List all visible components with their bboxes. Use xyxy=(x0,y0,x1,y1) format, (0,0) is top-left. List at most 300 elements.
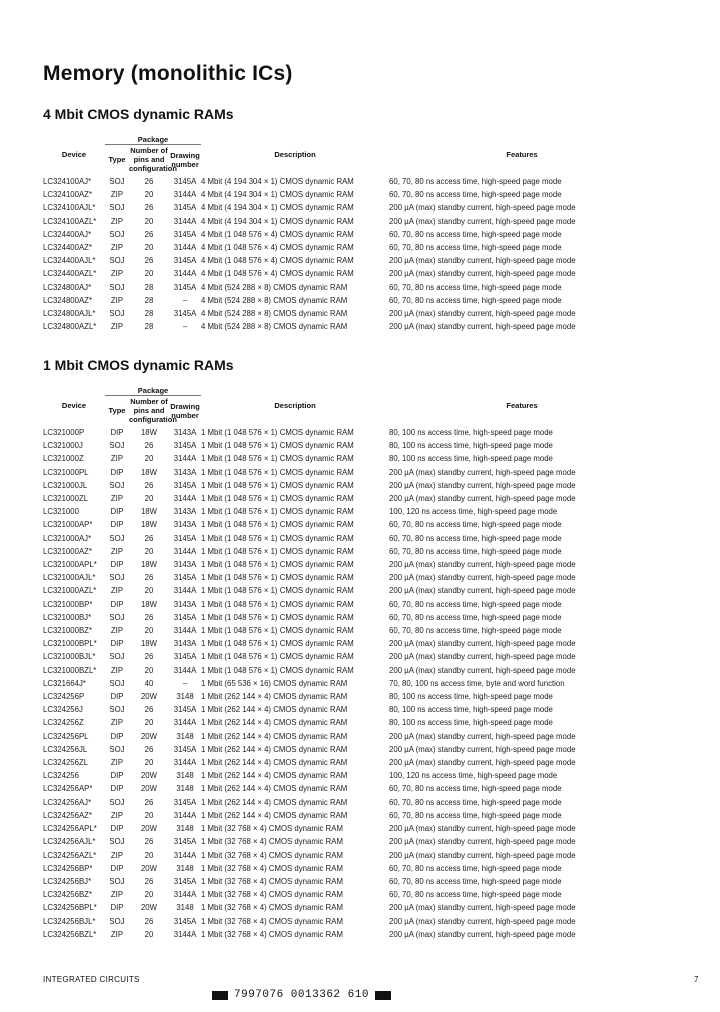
features-cell: 60, 70, 80 ns access time, high-speed page mode xyxy=(389,177,562,186)
pins-cell: 26 xyxy=(144,480,154,490)
description-cell: 4 Mbit (4 194 304 × 1) CMOS dynamic RAM xyxy=(201,203,354,213)
description-cell: 1 Mbit (262 144 × 4) CMOS dynamic RAM xyxy=(201,718,348,728)
description-cell: 1 Mbit (1 048 576 × 1) CMOS dynamic RAM xyxy=(201,573,354,583)
drawing-cell: 3143A xyxy=(173,560,197,570)
description-cell: 1 Mbit (1 048 576 × 1) CMOS dynamic RAM xyxy=(201,480,354,490)
drawing-cell: 3143A xyxy=(173,520,197,530)
description-cell: 1 Mbit (32 768 × 4) CMOS dynamic RAM xyxy=(201,850,343,860)
description-cell: 1 Mbit (32 768 × 4) CMOS dynamic RAM xyxy=(201,863,343,873)
pins-cell: 26 xyxy=(144,441,154,451)
pins-cell: 26 xyxy=(144,203,154,213)
device-cell: LC324100AZ* xyxy=(43,190,92,200)
pins-cell: 20 xyxy=(144,546,154,556)
drawing-cell: 3144A xyxy=(173,665,197,675)
pins-cell: 26 xyxy=(144,837,154,847)
section-title-4mbit: 4 Mbit CMOS dynamic RAMs xyxy=(43,106,234,122)
type-cell: ZIP xyxy=(110,810,124,820)
device-cell: LC324256PL xyxy=(43,731,89,741)
drawing-cell: 3148 xyxy=(176,692,194,702)
pins-cell: 20 xyxy=(144,494,154,504)
header-description: Description xyxy=(274,401,316,410)
type-cell: SOJ xyxy=(109,203,125,213)
device-cell: LC321000BP* xyxy=(43,599,93,609)
drawing-cell: 3145A xyxy=(173,309,197,319)
type-cell: SOJ xyxy=(109,916,125,926)
features-cell: 60, 70, 80 ns access time, high-speed page mode xyxy=(389,890,562,900)
features-cell: 200 µA (max) standby current, high-speed page mode xyxy=(389,903,576,913)
features-cell: 200 µA (max) standby current, high-speed page mode xyxy=(389,216,576,226)
pins-cell: 28 xyxy=(144,295,154,305)
header-pins: Number of pins and configuration xyxy=(129,146,177,173)
type-cell: ZIP xyxy=(110,322,124,332)
features-cell: 200 µA (max) standby current, high-speed page mode xyxy=(389,573,576,583)
description-cell: 1 Mbit (65 536 × 16) CMOS dynamic RAM xyxy=(201,678,348,688)
type-cell: ZIP xyxy=(110,929,124,939)
table-row xyxy=(43,241,655,254)
type-cell: DIP xyxy=(110,903,124,913)
drawing-cell: 3144A xyxy=(173,586,197,596)
table-row xyxy=(43,915,655,928)
features-cell: 200 µA (max) standby current, high-speed page mode xyxy=(389,480,576,490)
device-cell: LC324800AJ* xyxy=(43,282,92,292)
device-cell: LC321000JL xyxy=(43,480,88,490)
device-cell: LC321000APL* xyxy=(43,560,97,570)
description-cell: 1 Mbit (1 048 576 × 1) CMOS dynamic RAM xyxy=(201,428,354,437)
drawing-cell: 3145A xyxy=(173,282,197,292)
footer-publication: INTEGRATED CIRCUITS xyxy=(43,975,140,984)
type-cell: DIP xyxy=(110,824,124,834)
features-cell: 60, 70, 80 ns access time, high-speed page mode xyxy=(389,876,562,886)
type-cell: DIP xyxy=(110,467,124,477)
table-row xyxy=(43,624,655,637)
description-cell: 4 Mbit (1 048 576 × 4) CMOS dynamic RAM xyxy=(201,243,354,253)
features-cell: 200 µA (max) standby current, high-speed page mode xyxy=(389,916,576,926)
table-row xyxy=(43,518,655,531)
table-row xyxy=(43,796,655,809)
pins-cell: 26 xyxy=(144,744,154,754)
pins-cell: 26 xyxy=(144,916,154,926)
device-cell: LC321664J* xyxy=(43,678,86,688)
features-cell: 200 µA (max) standby current, high-speed page mode xyxy=(389,494,576,504)
pins-cell: 20 xyxy=(144,665,154,675)
type-cell: SOJ xyxy=(109,678,125,688)
drawing-cell: 3143A xyxy=(173,639,197,649)
table-row xyxy=(43,875,655,888)
type-cell: SOJ xyxy=(109,177,125,186)
device-cell: LC324256Z xyxy=(43,718,84,728)
type-cell: SOJ xyxy=(109,441,125,451)
features-cell: 60, 70, 80 ns access time, high-speed page mode xyxy=(389,599,562,609)
pins-cell: 28 xyxy=(144,322,154,332)
type-cell: DIP xyxy=(110,784,124,794)
device-cell: LC324100AJ* xyxy=(43,177,92,186)
header-type: Type xyxy=(108,155,126,164)
description-cell: 1 Mbit (1 048 576 × 1) CMOS dynamic RAM xyxy=(201,507,354,517)
features-cell: 60, 70, 80 ns access time, high-speed page mode xyxy=(389,295,562,305)
type-cell: SOJ xyxy=(109,533,125,543)
header-features: Features xyxy=(506,150,538,159)
drawing-cell: – xyxy=(182,322,188,332)
type-cell: SOJ xyxy=(109,876,125,886)
header-package: Package xyxy=(137,134,169,144)
description-cell: 1 Mbit (262 144 × 4) CMOS dynamic RAM xyxy=(201,705,348,715)
drawing-cell: 3145A xyxy=(173,203,197,213)
table-row xyxy=(43,254,655,267)
drawing-cell: 3145A xyxy=(173,876,197,886)
barcode xyxy=(212,988,391,1002)
type-cell: DIP xyxy=(110,639,124,649)
features-cell: 200 µA (max) standby current, high-speed page mode xyxy=(389,731,576,741)
pins-cell: 20W xyxy=(140,824,158,834)
device-cell: LC324256 xyxy=(43,771,79,781)
table-row xyxy=(43,479,655,492)
description-cell: 1 Mbit (32 768 × 4) CMOS dynamic RAM xyxy=(201,824,343,834)
description-cell: 1 Mbit (32 768 × 4) CMOS dynamic RAM xyxy=(201,876,343,886)
features-cell: 200 µA (max) standby current, high-speed page mode xyxy=(389,744,576,754)
type-cell: SOJ xyxy=(109,837,125,847)
table-row xyxy=(43,558,655,571)
type-cell: SOJ xyxy=(109,652,125,662)
features-cell: 200 µA (max) standby current, high-speed page mode xyxy=(389,837,576,847)
description-cell: 1 Mbit (1 048 576 × 1) CMOS dynamic RAM xyxy=(201,665,354,675)
table-row xyxy=(43,215,655,228)
features-cell: 200 µA (max) standby current, high-speed page mode xyxy=(389,652,576,662)
pins-cell: 26 xyxy=(144,612,154,622)
table-1mbit-drams xyxy=(43,385,655,941)
description-cell: 1 Mbit (32 768 × 4) CMOS dynamic RAM xyxy=(201,890,343,900)
table-row xyxy=(43,690,655,703)
description-cell: 4 Mbit (524 288 × 8) CMOS dynamic RAM xyxy=(201,309,348,319)
device-cell: LC324800AZ* xyxy=(43,295,92,305)
device-cell: LC324256AP* xyxy=(43,784,93,794)
pins-cell: 20 xyxy=(144,243,154,253)
table-row xyxy=(43,228,655,241)
device-cell: LC324800AZL* xyxy=(43,322,97,332)
features-cell: 80, 100 ns access time, high-speed page mode xyxy=(389,428,553,437)
pins-cell: 20 xyxy=(144,454,154,464)
drawing-cell: 3144A xyxy=(173,269,197,279)
header-drawing: Drawing number xyxy=(170,401,200,420)
drawing-cell: 3144A xyxy=(173,216,197,226)
pins-cell: 20W xyxy=(140,771,158,781)
type-cell: ZIP xyxy=(110,890,124,900)
pins-cell: 20 xyxy=(144,929,154,939)
description-cell: 1 Mbit (1 048 576 × 1) CMOS dynamic RAM xyxy=(201,652,354,662)
features-cell: 60, 70, 80 ns access time, high-speed page mode xyxy=(389,282,562,292)
description-cell: 1 Mbit (32 768 × 4) CMOS dynamic RAM xyxy=(201,916,343,926)
pins-cell: 20 xyxy=(144,626,154,636)
features-cell: 200 µA (max) standby current, high-speed page mode xyxy=(389,824,576,834)
table-row xyxy=(43,584,655,597)
device-cell: LC321000AJ* xyxy=(43,533,92,543)
features-cell: 200 µA (max) standby current, high-speed page mode xyxy=(389,256,576,266)
type-cell: SOJ xyxy=(109,309,125,319)
features-cell: 200 µA (max) standby current, high-speed page mode xyxy=(389,639,576,649)
pins-cell: 20 xyxy=(144,810,154,820)
pins-cell: 18W xyxy=(140,467,158,477)
barcode-right-block xyxy=(375,991,391,1000)
description-cell: 4 Mbit (4 194 304 × 1) CMOS dynamic RAM xyxy=(201,190,354,200)
table-row xyxy=(43,928,655,941)
pins-cell: 26 xyxy=(144,229,154,239)
drawing-cell: 3145A xyxy=(173,837,197,847)
description-cell: 1 Mbit (1 048 576 × 1) CMOS dynamic RAM xyxy=(201,441,354,451)
features-cell: 60, 70, 80 ns access time, high-speed page mode xyxy=(389,797,562,807)
description-cell: 1 Mbit (262 144 × 4) CMOS dynamic RAM xyxy=(201,810,348,820)
pins-cell: 20 xyxy=(144,718,154,728)
type-cell: DIP xyxy=(110,599,124,609)
table-row xyxy=(43,320,655,333)
drawing-cell: 3144A xyxy=(173,929,197,939)
drawing-cell: 3144A xyxy=(173,494,197,504)
table-row xyxy=(43,439,655,452)
pins-cell: 20W xyxy=(140,784,158,794)
device-cell: LC321000P xyxy=(43,428,85,437)
table-row xyxy=(43,901,655,914)
header-drawing: Drawing number xyxy=(170,150,200,169)
description-cell: 1 Mbit (1 048 576 × 1) CMOS dynamic RAM xyxy=(201,520,354,530)
device-cell: LC324256BZL* xyxy=(43,929,97,939)
features-cell: 60, 70, 80 ns access time, high-speed page mode xyxy=(389,546,562,556)
device-cell: LC321000AP* xyxy=(43,520,93,530)
table-row xyxy=(43,650,655,663)
page-title: Memory (monolithic ICs) xyxy=(43,62,293,85)
pins-cell: 26 xyxy=(144,573,154,583)
table-row xyxy=(43,743,655,756)
description-cell: 4 Mbit (1 048 576 × 4) CMOS dynamic RAM xyxy=(201,269,354,279)
table-row xyxy=(43,267,655,280)
drawing-cell: 3144A xyxy=(173,718,197,728)
barcode-text: 7997076 0013362 610 xyxy=(234,989,369,1001)
drawing-cell: 3148 xyxy=(176,731,194,741)
pins-cell: 20W xyxy=(140,863,158,873)
pins-cell: 18W xyxy=(140,639,158,649)
features-cell: 80, 100 ns access time, high-speed page mode xyxy=(389,692,553,702)
type-cell: ZIP xyxy=(110,665,124,675)
device-cell: LC321000J xyxy=(43,441,83,451)
pins-cell: 28 xyxy=(144,309,154,319)
type-cell: DIP xyxy=(110,692,124,702)
table-row xyxy=(43,782,655,795)
type-cell: SOJ xyxy=(109,229,125,239)
table-4mbit-drams xyxy=(43,134,655,333)
pins-cell: 26 xyxy=(144,797,154,807)
features-cell: 200 µA (max) standby current, high-speed page mode xyxy=(389,203,576,213)
pins-cell: 26 xyxy=(144,177,154,186)
drawing-cell: 3144A xyxy=(173,546,197,556)
type-cell: ZIP xyxy=(110,190,124,200)
features-cell: 80, 100 ns access time, high-speed page mode xyxy=(389,705,553,715)
features-cell: 200 µA (max) standby current, high-speed page mode xyxy=(389,850,576,860)
features-cell: 60, 70, 80 ns access time, high-speed page mode xyxy=(389,243,562,253)
pins-cell: 20 xyxy=(144,758,154,768)
type-cell: ZIP xyxy=(110,243,124,253)
table-row xyxy=(43,822,655,835)
header-type: Type xyxy=(108,406,126,415)
table-row xyxy=(43,201,655,214)
description-cell: 4 Mbit (1 048 576 × 4) CMOS dynamic RAM xyxy=(201,256,354,266)
device-cell: LC321000AJL* xyxy=(43,573,96,583)
header-description: Description xyxy=(274,150,316,159)
features-cell: 200 µA (max) standby current, high-speed page mode xyxy=(389,560,576,570)
description-cell: 1 Mbit (32 768 × 4) CMOS dynamic RAM xyxy=(201,837,343,847)
device-cell: LC324400AZL* xyxy=(43,269,97,279)
features-cell: 60, 70, 80 ns access time, high-speed page mode xyxy=(389,810,562,820)
pins-cell: 20 xyxy=(144,586,154,596)
header-package: Package xyxy=(137,385,169,395)
pins-cell: 18W xyxy=(140,599,158,609)
pins-cell: 18W xyxy=(140,560,158,570)
pins-cell: 20 xyxy=(144,890,154,900)
table-row xyxy=(43,835,655,848)
type-cell: SOJ xyxy=(109,744,125,754)
table-row xyxy=(43,756,655,769)
drawing-cell: 3143A xyxy=(173,599,197,609)
device-cell: LC324400AJL* xyxy=(43,256,96,266)
drawing-cell: 3145A xyxy=(173,480,197,490)
device-cell: LC324256AJ* xyxy=(43,797,92,807)
device-cell: LC321000PL xyxy=(43,467,89,477)
pins-cell: 26 xyxy=(144,533,154,543)
features-cell: 200 µA (max) standby current, high-speed page mode xyxy=(389,665,576,675)
device-cell: LC321000Z xyxy=(43,454,84,464)
description-cell: 4 Mbit (4 194 304 × 1) CMOS dynamic RAM xyxy=(201,177,354,186)
type-cell: SOJ xyxy=(109,256,125,266)
pins-cell: 20 xyxy=(144,850,154,860)
device-cell: LC321000ZL xyxy=(43,494,89,504)
type-cell: ZIP xyxy=(110,758,124,768)
section-title-1mbit: 1 Mbit CMOS dynamic RAMs xyxy=(43,357,234,373)
device-cell: LC321000BJL* xyxy=(43,652,96,662)
table-row xyxy=(43,637,655,650)
features-cell: 200 µA (max) standby current, high-speed page mode xyxy=(389,309,576,319)
pins-cell: 20 xyxy=(144,190,154,200)
drawing-cell: – xyxy=(182,295,188,305)
type-cell: SOJ xyxy=(109,705,125,715)
pins-cell: 18W xyxy=(140,428,158,437)
table-row xyxy=(43,545,655,558)
table-row xyxy=(43,611,655,624)
description-cell: 1 Mbit (32 768 × 4) CMOS dynamic RAM xyxy=(201,903,343,913)
description-cell: 1 Mbit (1 048 576 × 1) CMOS dynamic RAM xyxy=(201,494,354,504)
header-device: Device xyxy=(61,150,87,159)
features-cell: 60, 70, 80 ns access time, high-speed page mode xyxy=(389,229,562,239)
device-cell: LC324100AJL* xyxy=(43,203,96,213)
features-cell: 70, 80, 100 ns access time, byte and word function xyxy=(389,678,565,688)
table-row xyxy=(43,505,655,518)
pins-cell: 40 xyxy=(144,678,154,688)
table-row xyxy=(43,492,655,505)
drawing-cell: 3145A xyxy=(173,705,197,715)
device-cell: LC324256P xyxy=(43,692,85,702)
package-header-rule xyxy=(105,395,201,396)
type-cell: DIP xyxy=(110,507,124,517)
table-row xyxy=(43,716,655,729)
device-cell: LC321000BZ* xyxy=(43,626,92,636)
table-row xyxy=(43,281,655,294)
device-cell: LC321000AZ* xyxy=(43,546,92,556)
type-cell: ZIP xyxy=(110,718,124,728)
features-cell: 80, 100 ns access time, high-speed page mode xyxy=(389,718,553,728)
drawing-cell: 3145A xyxy=(173,797,197,807)
drawing-cell: 3145A xyxy=(173,744,197,754)
pins-cell: 28 xyxy=(144,282,154,292)
drawing-cell: 3143A xyxy=(173,467,197,477)
type-cell: DIP xyxy=(110,428,124,437)
drawing-cell: 3145A xyxy=(173,533,197,543)
features-cell: 200 µA (max) standby current, high-speed page mode xyxy=(389,322,576,332)
drawing-cell: – xyxy=(182,678,188,688)
device-cell: LC321000 xyxy=(43,507,79,517)
type-cell: SOJ xyxy=(109,573,125,583)
description-cell: 4 Mbit (1 048 576 × 4) CMOS dynamic RAM xyxy=(201,229,354,239)
description-cell: 1 Mbit (1 048 576 × 1) CMOS dynamic RAM xyxy=(201,546,354,556)
table-row xyxy=(43,307,655,320)
drawing-cell: 3148 xyxy=(176,903,194,913)
device-cell: LC324256AJL* xyxy=(43,837,96,847)
type-cell: ZIP xyxy=(110,269,124,279)
description-cell: 1 Mbit (1 048 576 × 1) CMOS dynamic RAM xyxy=(201,586,354,596)
description-cell: 1 Mbit (1 048 576 × 1) CMOS dynamic RAM xyxy=(201,533,354,543)
pins-cell: 26 xyxy=(144,876,154,886)
features-cell: 60, 70, 80 ns access time, high-speed page mode xyxy=(389,784,562,794)
device-cell: LC321000BPL* xyxy=(43,639,97,649)
drawing-cell: 3148 xyxy=(176,784,194,794)
drawing-cell: 3145A xyxy=(173,256,197,266)
table-row xyxy=(43,294,655,307)
table-row xyxy=(43,571,655,584)
table-row xyxy=(43,175,655,188)
description-cell: 4 Mbit (4 194 304 × 1) CMOS dynamic RAM xyxy=(201,216,354,226)
features-cell: 60, 70, 80 ns access time, high-speed page mode xyxy=(389,190,562,200)
type-cell: DIP xyxy=(110,863,124,873)
drawing-cell: 3144A xyxy=(173,810,197,820)
features-cell: 200 µA (max) standby current, high-speed page mode xyxy=(389,269,576,279)
features-cell: 60, 70, 80 ns access time, high-speed page mode xyxy=(389,520,562,530)
description-cell: 1 Mbit (1 048 576 × 1) CMOS dynamic RAM xyxy=(201,560,354,570)
description-cell: 1 Mbit (1 048 576 × 1) CMOS dynamic RAM xyxy=(201,612,354,622)
description-cell: 1 Mbit (262 144 × 4) CMOS dynamic RAM xyxy=(201,692,348,702)
pins-cell: 26 xyxy=(144,256,154,266)
drawing-cell: 3148 xyxy=(176,824,194,834)
type-cell: DIP xyxy=(110,560,124,570)
device-cell: LC324256BJ* xyxy=(43,876,92,886)
features-cell: 200 µA (max) standby current, high-speed page mode xyxy=(389,929,576,939)
drawing-cell: 3145A xyxy=(173,573,197,583)
drawing-cell: 3148 xyxy=(176,863,194,873)
table-row xyxy=(43,888,655,901)
drawing-cell: 3144A xyxy=(173,454,197,464)
features-cell: 200 µA (max) standby current, high-speed page mode xyxy=(389,467,576,477)
type-cell: ZIP xyxy=(110,494,124,504)
type-cell: SOJ xyxy=(109,480,125,490)
pins-cell: 18W xyxy=(140,507,158,517)
pins-cell: 26 xyxy=(144,705,154,715)
drawing-cell: 3143A xyxy=(173,507,197,517)
drawing-cell: 3144A xyxy=(173,890,197,900)
description-cell: 1 Mbit (1 048 576 × 1) CMOS dynamic RAM xyxy=(201,467,354,477)
device-cell: LC324256APL* xyxy=(43,824,97,834)
features-cell: 60, 70, 80 ns access time, high-speed page mode xyxy=(389,612,562,622)
device-cell: LC324800AJL* xyxy=(43,309,96,319)
description-cell: 1 Mbit (262 144 × 4) CMOS dynamic RAM xyxy=(201,771,348,781)
pins-cell: 20W xyxy=(140,903,158,913)
description-cell: 1 Mbit (262 144 × 4) CMOS dynamic RAM xyxy=(201,784,348,794)
table-row xyxy=(43,730,655,743)
device-cell: LC324256AZ* xyxy=(43,810,92,820)
type-cell: DIP xyxy=(110,520,124,530)
description-cell: 1 Mbit (1 048 576 × 1) CMOS dynamic RAM xyxy=(201,599,354,609)
